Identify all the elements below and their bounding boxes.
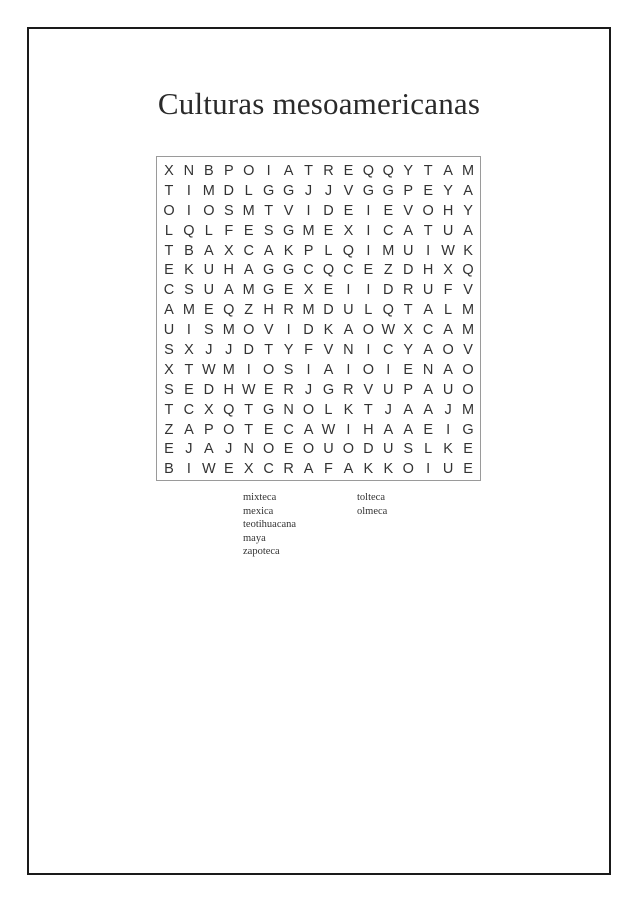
- grid-row: [159, 182, 478, 202]
- grid-letter: T: [264, 342, 274, 359]
- grid-letter: L: [324, 401, 333, 418]
- grid-letter: Q: [382, 302, 394, 319]
- grid-letter: S: [283, 361, 294, 378]
- grid-letter: E: [184, 381, 194, 398]
- grid-letter: K: [323, 322, 334, 339]
- grid-letter: Q: [382, 163, 394, 179]
- grid-letter: E: [463, 441, 473, 458]
- grid-letter: T: [304, 163, 313, 179]
- grid-letter: C: [183, 401, 195, 418]
- grid-letter: X: [164, 361, 174, 378]
- grid-letter: B: [184, 242, 194, 259]
- grid-letter: G: [282, 182, 295, 199]
- grid-row: [159, 202, 478, 222]
- grid-letter: C: [383, 222, 394, 239]
- grid-letter: V: [283, 202, 294, 219]
- grid-letter: A: [204, 242, 214, 259]
- grid-letter: K: [383, 461, 394, 478]
- grid-letter: O: [462, 381, 474, 398]
- grid-letter: M: [302, 222, 315, 239]
- grid-letter: I: [186, 461, 191, 478]
- grid-letter: R: [402, 282, 414, 299]
- grid-letter: G: [282, 222, 295, 239]
- grid-letter: L: [424, 441, 433, 458]
- grid-letter: T: [164, 401, 174, 418]
- word-list-column-2: [357, 491, 387, 518]
- grid-letter: V: [263, 322, 274, 339]
- grid-row: [159, 361, 478, 381]
- grid-letter: N: [343, 342, 354, 359]
- grid-letter: G: [362, 182, 374, 199]
- grid-letter: O: [223, 421, 235, 438]
- grid-letter: A: [403, 421, 414, 438]
- grid-letter: C: [243, 242, 254, 259]
- grid-letter: X: [204, 401, 214, 418]
- grid-letter: D: [323, 202, 334, 219]
- grid-letter: Z: [383, 262, 393, 279]
- grid-letter: O: [302, 441, 315, 458]
- word-item: mixteca: [243, 492, 277, 503]
- grid-letter: Y: [403, 163, 414, 179]
- grid-letter: A: [323, 361, 334, 378]
- grid-letter: M: [382, 242, 395, 259]
- grid-row: [159, 222, 478, 242]
- grid-letter: F: [224, 222, 234, 239]
- grid-letter: M: [242, 202, 255, 219]
- grid-letter: D: [303, 322, 314, 339]
- grid-letter: T: [363, 401, 373, 418]
- grid-letter: J: [304, 381, 313, 398]
- grid-letter: D: [203, 381, 215, 398]
- grid-letter: E: [323, 222, 334, 239]
- grid-letter: H: [422, 262, 434, 279]
- grid-letter: T: [264, 202, 274, 219]
- grid-letter: A: [423, 342, 433, 359]
- grid-letter: A: [443, 163, 453, 179]
- grid-letter: M: [222, 361, 235, 378]
- grid-letter: G: [263, 182, 275, 199]
- grid-letter: F: [324, 461, 333, 478]
- grid-letter: E: [343, 163, 354, 179]
- grid-row: [159, 242, 478, 262]
- grid-letter: I: [346, 361, 351, 378]
- grid-letter: D: [223, 182, 235, 199]
- grid-letter: U: [442, 381, 454, 398]
- grid-letter: A: [463, 222, 473, 239]
- grid-letter: Y: [463, 202, 473, 219]
- grid-letter: X: [343, 222, 354, 239]
- grid-letter: M: [461, 163, 475, 179]
- grid-letter: H: [223, 262, 235, 279]
- grid-letter: A: [223, 282, 234, 299]
- grid-letter: I: [266, 163, 271, 179]
- grid-letter: I: [426, 461, 431, 478]
- word-item: mexica: [243, 505, 274, 517]
- grid-letter: I: [306, 202, 311, 219]
- grid-letter: V: [363, 381, 374, 398]
- grid-letter: W: [241, 381, 256, 398]
- grid-letter: K: [283, 242, 294, 259]
- grid-letter: P: [303, 242, 314, 259]
- grid-letter: C: [263, 461, 274, 478]
- grid-row: [159, 321, 478, 341]
- word-search-grid: [156, 156, 481, 481]
- grid-letter: A: [204, 441, 214, 458]
- grid-letter: P: [403, 381, 414, 398]
- grid-letter: E: [204, 302, 214, 319]
- grid-letter: G: [382, 182, 394, 199]
- word-list-column-1: [243, 491, 296, 559]
- grid-letter: A: [343, 461, 354, 478]
- grid-letter: S: [184, 282, 194, 299]
- grid-letter: C: [383, 342, 394, 359]
- grid-letter: K: [343, 401, 354, 418]
- grid-letter: X: [223, 242, 234, 259]
- grid-letter: T: [164, 242, 174, 259]
- grid-letter: E: [164, 441, 174, 458]
- grid-letter: C: [422, 322, 434, 339]
- grid-letter: U: [323, 441, 334, 458]
- grid-letter: O: [243, 163, 255, 179]
- word-item: teotihuacana: [243, 519, 297, 530]
- grid-letter: I: [366, 222, 371, 239]
- grid-letter: O: [442, 342, 454, 359]
- grid-letter: M: [461, 302, 475, 319]
- grid-letter: I: [246, 361, 251, 378]
- grid-letter: A: [303, 421, 314, 438]
- grid-letter: Q: [342, 242, 355, 259]
- grid-letter: H: [263, 302, 274, 319]
- grid-letter: A: [443, 322, 453, 339]
- grid-letter: L: [324, 242, 333, 259]
- grid-letter: O: [342, 441, 355, 458]
- grid-letter: A: [164, 302, 174, 319]
- grid-letter: C: [283, 421, 294, 438]
- grid-letter: M: [202, 182, 215, 199]
- grid-letter: T: [184, 361, 194, 378]
- grid-row: [159, 341, 478, 361]
- grid-letter: X: [403, 322, 414, 339]
- grid-letter: T: [423, 222, 433, 239]
- grid-row: [159, 301, 478, 321]
- grid-row: [159, 381, 478, 401]
- grid-letter: D: [402, 262, 414, 279]
- grid-letter: Y: [403, 342, 414, 359]
- grid-letter: Q: [183, 222, 195, 239]
- grid-letter: R: [283, 302, 294, 319]
- grid-letter: I: [386, 361, 391, 378]
- grid-letter: E: [383, 202, 394, 219]
- grid-letter: E: [223, 461, 234, 478]
- grid-letter: K: [443, 441, 453, 458]
- grid-letter: U: [203, 262, 215, 279]
- grid-row: [159, 421, 478, 441]
- grid-letter: G: [263, 282, 275, 299]
- grid-letter: Y: [443, 182, 453, 199]
- grid-letter: N: [183, 163, 195, 179]
- grid-row: [159, 401, 478, 421]
- grid-letter: I: [366, 282, 371, 299]
- grid-letter: X: [303, 282, 314, 299]
- grid-letter: I: [186, 182, 191, 199]
- grid-letter: W: [441, 242, 455, 259]
- grid-letter: I: [286, 322, 291, 339]
- grid-letter: I: [186, 322, 191, 339]
- grid-letter: A: [443, 361, 453, 378]
- grid-letter: I: [366, 342, 371, 359]
- grid-letter: C: [303, 262, 314, 279]
- grid-letter: O: [163, 202, 175, 219]
- grid-letter: G: [263, 262, 275, 279]
- grid-letter: I: [346, 282, 351, 299]
- grid-letter: V: [343, 182, 354, 199]
- grid-letter: G: [282, 262, 295, 279]
- grid-letter: M: [242, 282, 255, 299]
- grid-letter: U: [442, 461, 454, 478]
- grid-letter: W: [202, 361, 216, 378]
- grid-letter: A: [243, 262, 254, 279]
- grid-letter: I: [186, 202, 191, 219]
- grid-letter: L: [364, 302, 373, 319]
- grid-letter: Y: [283, 342, 294, 359]
- grid-letter: E: [263, 381, 274, 398]
- grid-letter: M: [182, 302, 195, 319]
- grid-letter: U: [163, 322, 175, 339]
- grid-letter: E: [403, 361, 414, 378]
- grid-letter: J: [225, 441, 233, 458]
- grid-letter: I: [446, 421, 451, 438]
- grid-letter: Q: [223, 401, 235, 418]
- grid-letter: J: [444, 401, 452, 418]
- grid-letter: M: [461, 401, 475, 418]
- grid-letter: H: [363, 421, 374, 438]
- grid-letter: Q: [223, 302, 235, 319]
- grid-letter: S: [204, 322, 214, 339]
- grid-letter: L: [204, 222, 213, 239]
- grid-letter: L: [444, 302, 453, 319]
- grid-letter: K: [463, 242, 473, 259]
- grid-letter: R: [283, 461, 294, 478]
- grid-letter: E: [243, 222, 254, 239]
- grid-letter: E: [363, 262, 374, 279]
- grid-letter: G: [462, 421, 474, 438]
- grid-letter: D: [323, 302, 334, 319]
- grid-letter: G: [263, 401, 275, 418]
- grid-letter: I: [346, 421, 351, 438]
- grid-letter: J: [384, 401, 392, 418]
- grid-letter: O: [422, 202, 434, 219]
- grid-letter: P: [204, 421, 214, 438]
- grid-letter: E: [323, 282, 334, 299]
- grid-row: [159, 281, 478, 301]
- grid-letter: G: [322, 381, 335, 398]
- grid-letter: U: [383, 381, 394, 398]
- grid-letter: M: [302, 302, 315, 319]
- grid-letter: V: [323, 342, 334, 359]
- grid-letter: V: [463, 342, 473, 359]
- grid-letter: L: [164, 222, 173, 239]
- grid-letter: C: [343, 262, 354, 279]
- word-item: tolteca: [357, 492, 385, 503]
- grid-letter: W: [321, 421, 336, 438]
- grid-letter: U: [422, 282, 434, 299]
- grid-row: [159, 440, 478, 460]
- grid-letter: V: [403, 202, 414, 219]
- grid-letter: B: [204, 163, 214, 179]
- grid-letter: X: [243, 461, 254, 478]
- grid-letter: E: [283, 441, 294, 458]
- grid-letter: Q: [322, 262, 335, 279]
- grid-letter: Z: [164, 421, 174, 438]
- grid-letter: O: [302, 401, 315, 418]
- grid-letter: U: [383, 441, 394, 458]
- grid-letter: S: [164, 381, 174, 398]
- grid-letter: N: [283, 401, 294, 418]
- grid-letter: Q: [362, 163, 374, 179]
- grid-letter: X: [164, 163, 174, 179]
- grid-letter: T: [244, 401, 254, 418]
- grid-letter: R: [343, 381, 354, 398]
- grid-letter: S: [223, 202, 234, 219]
- grid-letter: L: [244, 182, 253, 199]
- grid-letter: R: [283, 381, 294, 398]
- grid-row: [159, 261, 478, 281]
- grid-letter: O: [263, 361, 275, 378]
- grid-letter: W: [381, 322, 396, 339]
- grid-letter: O: [243, 322, 255, 339]
- grid-letter: N: [422, 361, 434, 378]
- grid-letter: T: [164, 182, 174, 199]
- grid-letter: O: [402, 461, 414, 478]
- grid-letter: A: [403, 222, 414, 239]
- grid-letter: I: [306, 361, 311, 378]
- grid-letter: E: [343, 202, 354, 219]
- grid-letter: J: [205, 342, 213, 359]
- grid-letter: J: [304, 182, 313, 199]
- grid-letter: O: [203, 202, 215, 219]
- grid-letter: E: [463, 461, 473, 478]
- grid-letter: R: [323, 163, 334, 179]
- grid-letter: O: [362, 322, 374, 339]
- grid-letter: A: [303, 461, 314, 478]
- grid-letter: H: [223, 381, 235, 398]
- grid-letter: A: [403, 401, 414, 418]
- grid-row: [159, 460, 478, 480]
- grid-row: [159, 162, 478, 182]
- grid-letter: E: [423, 182, 433, 199]
- grid-letter: Q: [462, 262, 474, 279]
- grid-letter: J: [185, 441, 193, 458]
- grid-letter: O: [263, 441, 275, 458]
- grid-letter: A: [423, 381, 433, 398]
- grid-letter: E: [423, 421, 433, 438]
- grid-letter: E: [283, 282, 294, 299]
- grid-letter: K: [184, 262, 194, 279]
- grid-letter: U: [203, 282, 215, 299]
- grid-letter: A: [383, 421, 394, 438]
- grid-letter: P: [223, 163, 234, 179]
- grid-letter: X: [443, 262, 453, 279]
- grid-letter: V: [463, 282, 473, 299]
- grid-letter: M: [222, 322, 235, 339]
- grid-letter: A: [263, 242, 274, 259]
- word-item: maya: [243, 532, 266, 544]
- grid-letter: I: [366, 242, 371, 259]
- grid-letter: W: [202, 461, 216, 478]
- grid-letter: N: [243, 441, 254, 458]
- grid-letter: K: [363, 461, 374, 478]
- grid-letter: A: [423, 401, 433, 418]
- grid-letter: T: [423, 163, 433, 179]
- grid-letter: D: [363, 441, 374, 458]
- grid-letter: D: [243, 342, 254, 359]
- page-title: Culturas mesoamericanas: [157, 86, 481, 121]
- grid-letter: E: [164, 262, 174, 279]
- grid-letter: J: [225, 342, 233, 359]
- grid-letter: S: [164, 342, 174, 359]
- grid-letter: J: [324, 182, 333, 199]
- grid-letter: U: [402, 242, 414, 259]
- grid-letter: Z: [244, 302, 254, 319]
- grid-letter: A: [423, 302, 433, 319]
- grid-letter: D: [383, 282, 394, 299]
- grid-letter: T: [244, 421, 254, 438]
- grid-letter: P: [403, 182, 414, 199]
- grid-letter: S: [403, 441, 414, 458]
- grid-letter: A: [283, 163, 294, 179]
- grid-letter: I: [426, 242, 431, 259]
- grid-letter: M: [461, 322, 475, 339]
- grid-letter: A: [184, 421, 194, 438]
- grid-letter: U: [442, 222, 454, 239]
- grid-letter: F: [304, 342, 313, 359]
- grid-letter: C: [163, 282, 175, 299]
- grid-letter: O: [462, 361, 474, 378]
- grid-letter: S: [263, 222, 274, 239]
- grid-letter: E: [263, 421, 274, 438]
- grid-letter: A: [343, 322, 354, 339]
- word-item: olmeca: [357, 505, 388, 517]
- grid-letter: B: [164, 461, 174, 478]
- grid-letter: U: [343, 302, 354, 319]
- word-item: zapoteca: [243, 546, 280, 557]
- grid-letter: T: [403, 302, 413, 319]
- grid-letter: I: [366, 202, 371, 219]
- grid-letter: F: [443, 282, 453, 299]
- grid-letter: H: [442, 202, 454, 219]
- grid-letter: A: [463, 182, 473, 199]
- grid-letter: X: [184, 342, 194, 359]
- grid-letter: O: [362, 361, 374, 378]
